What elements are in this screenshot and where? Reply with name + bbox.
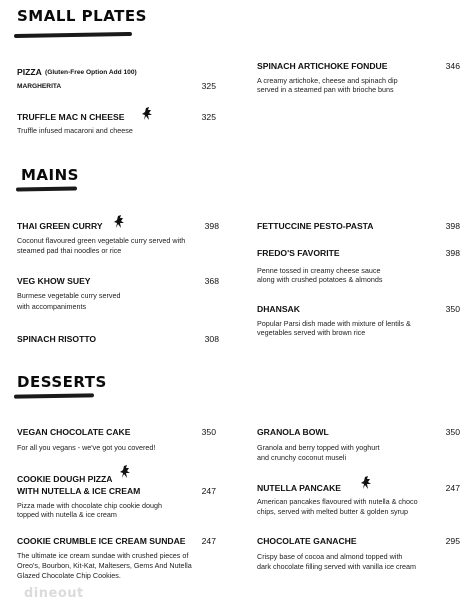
menu-item-description: vegetables served with brown rice (257, 328, 366, 337)
menu-item-price: 247 (445, 483, 460, 493)
watermark: dineout (24, 586, 84, 601)
menu-item-name: DHANSAK (257, 304, 300, 314)
menu-item-price: 346 (445, 61, 460, 71)
section-underline (14, 32, 132, 38)
menu-item-description: Coconut flavoured green vegetable curry served with (17, 236, 186, 245)
menu-item-description: Popular Parsi dish made with mixture of lentils & (257, 319, 411, 328)
menu-item-name: WITH NUTELLA & ICE CREAM (17, 486, 141, 496)
menu-item-name: MARGHERITA (17, 83, 62, 90)
menu-item-price: 350 (445, 427, 460, 437)
menu-item-price: 247 (201, 486, 216, 496)
menu-item-description: Granola and berry topped with yoghurt (257, 443, 380, 452)
menu-item-price: 308 (204, 334, 219, 344)
section-underline (14, 393, 94, 398)
menu-item-name: PIZZA (17, 67, 42, 77)
menu-item-price: 325 (201, 112, 216, 122)
section-title-small-plates: SMALL PLATES (17, 7, 147, 25)
menu-item-name: COOKIE CRUMBLE ICE CREAM SUNDAE (17, 536, 186, 546)
menu-item-name: THAI GREEN CURRY (17, 221, 103, 231)
menu-item-price: 398 (204, 221, 219, 231)
menu-item-note: (Gluten-Free Option Add 100) (45, 69, 137, 76)
menu-item-description: Pizza made with chocolate chip cookie dough (17, 501, 163, 510)
menu-item-name: SPINACH RISOTTO (17, 334, 97, 344)
menu-item-description: For all you vegans - we've got you covered! (17, 443, 156, 452)
menu-item-price: 295 (445, 536, 460, 546)
menu-item-name: CHOCOLATE GANACHE (257, 536, 357, 546)
section-title-mains: MAINS (21, 166, 79, 184)
menu-item-description: The ultimate ice cream sundae with crushed pieces of (17, 551, 189, 560)
menu-item-price: 325 (201, 81, 216, 91)
menu-item-description: Truffle infused macaroni and cheese (17, 126, 133, 135)
menu-item-name: SPINACH ARTICHOKE FONDUE (257, 61, 388, 71)
menu-item-price: 350 (445, 304, 460, 314)
menu-item-price: 398 (445, 248, 460, 258)
menu-item-name: VEG KHOW SUEY (17, 276, 91, 286)
menu-item-price: 368 (204, 276, 219, 286)
menu-item-description: Glazed Chocolate Chip Cookies. (17, 571, 121, 580)
menu-item-description: dark chocolate filling served with vanilla ice cream (257, 562, 416, 571)
menu-item-description: Penne tossed in creamy cheese sauce (257, 266, 381, 275)
rooster-icon (141, 107, 153, 121)
rooster-icon (113, 215, 125, 229)
menu-item-name: FETTUCCINE PESTO-PASTA (257, 221, 374, 231)
menu-item-description: with accompaniments (17, 302, 87, 311)
menu-item-description: Crispy base of cocoa and almond topped with (257, 552, 403, 561)
menu-item-name: GRANOLA BOWL (257, 427, 329, 437)
menu-item-description: topped with nutella & ice cream (17, 510, 117, 519)
menu-item-description: American pancakes flavoured with nutella & choco (257, 497, 418, 506)
menu-item-name: FREDO'S FAVORITE (257, 248, 340, 258)
menu-item-name: COOKIE DOUGH PIZZA (17, 474, 113, 484)
menu-item-description: chips, served with melted butter & golden syrup (257, 507, 409, 516)
menu-item-name: VEGAN CHOCOLATE CAKE (17, 427, 131, 437)
menu-item-description: served in a steamed pan with brioche buns (257, 85, 394, 94)
menu-item-description: steamed pad thai noodles or rice (17, 246, 122, 255)
menu-item-description: and crunchy coconut museli (257, 453, 347, 462)
menu-item-description: Burmese vegetable curry served (17, 291, 121, 300)
menu-item-description: A creamy artichoke, cheese and spinach dip (257, 76, 398, 85)
section-underline (16, 186, 77, 191)
menu-item-name: NUTELLA PANCAKE (257, 483, 342, 493)
menu-item-price: 398 (445, 221, 460, 231)
menu-item-price: 350 (201, 427, 216, 437)
menu-item-name: TRUFFLE MAC N CHEESE (17, 112, 125, 122)
rooster-icon (119, 465, 131, 479)
rooster-icon (360, 476, 372, 490)
menu-item-description: Oreo's, Bourbon, Kit-Kat, Maltesers, Gems And Nutella (17, 561, 192, 570)
menu-item-price: 247 (201, 536, 216, 546)
menu-item-description: along with crushed potatoes & almonds (257, 275, 383, 284)
section-title-desserts: DESSERTS (17, 373, 107, 391)
